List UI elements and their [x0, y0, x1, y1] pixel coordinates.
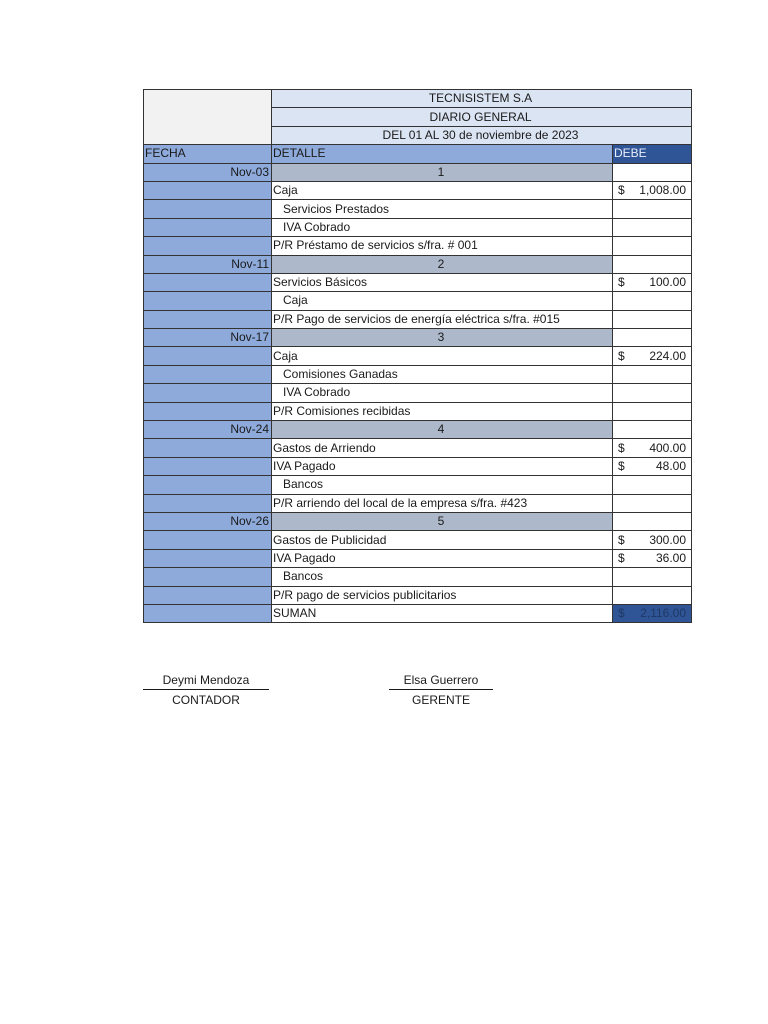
entry-header-row [144, 163, 692, 181]
debe-cell [613, 604, 692, 622]
debe-cell [613, 439, 692, 457]
entry-date: Nov-03 [144, 163, 272, 181]
debe-cell [613, 549, 692, 567]
debe-amount [613, 182, 689, 199]
journal-line-row [144, 586, 692, 604]
journal-period: DEL 01 AL 30 de noviembre de 2023 [272, 126, 692, 144]
entry-header-row [144, 329, 692, 347]
line-detail-cell [272, 439, 613, 457]
line-detail-cell [272, 568, 613, 586]
date-cell [144, 218, 272, 236]
debe-amount [613, 550, 689, 567]
header-blank-cell [144, 90, 272, 145]
journal-line-row [144, 457, 692, 475]
currency-symbol: $ [618, 183, 625, 198]
line-detail: Servicios Básicos [273, 275, 368, 290]
amount-value: 224.00 [649, 348, 687, 363]
line-detail-cell [272, 292, 613, 310]
currency-symbol: $ [618, 440, 625, 455]
journal-line-row [144, 237, 692, 255]
debe-cell [613, 365, 692, 383]
line-detail: Bancos [283, 477, 324, 492]
debe-cell [613, 237, 692, 255]
line-detail-cell [272, 237, 613, 255]
line-detail-cell [272, 384, 613, 402]
debe-cell [613, 218, 692, 236]
journal-body [144, 90, 692, 623]
date-cell [144, 549, 272, 567]
debe-cell [613, 163, 692, 181]
line-detail-cell [272, 402, 613, 420]
date-cell [144, 531, 272, 549]
journal-line-row [144, 347, 692, 365]
entry-number: 2 [272, 255, 613, 273]
total-label: SUMAN [272, 604, 613, 622]
entry-number: 3 [272, 329, 613, 347]
line-detail-cell [272, 549, 613, 567]
journal-line-row [144, 273, 692, 291]
line-detail-cell [272, 531, 613, 549]
debe-cell [613, 255, 692, 273]
debe-amount [613, 440, 689, 457]
debe-cell [613, 347, 692, 365]
amount-value: 400.00 [649, 440, 687, 455]
signature-role: GERENTE [411, 693, 470, 707]
debe-cell [613, 292, 692, 310]
line-detail: P/R pago de servicios publicitarios [273, 587, 457, 602]
line-detail: P/R Pago de servicios de energía eléctrica s/fra. #015 [273, 311, 560, 326]
journal-line-row [144, 200, 692, 218]
date-cell [144, 181, 272, 199]
amount-value: 300.00 [649, 532, 687, 547]
company-name: TECNISISTEM S.A [272, 90, 692, 108]
entry-header-row [144, 421, 692, 439]
date-cell [144, 347, 272, 365]
journal-line-row [144, 181, 692, 199]
debe-cell [613, 568, 692, 586]
journal-line-row [144, 476, 692, 494]
debe-cell [613, 402, 692, 420]
journal-line-row [144, 292, 692, 310]
line-detail-cell [272, 365, 613, 383]
debe-amount [613, 532, 689, 549]
entry-date: Nov-17 [144, 329, 272, 347]
journal-line-row [144, 402, 692, 420]
debe-cell [613, 476, 692, 494]
date-cell [144, 494, 272, 512]
column-header-detalle: DETALLE [272, 145, 613, 163]
entry-number: 4 [272, 421, 613, 439]
entry-date: Nov-11 [144, 255, 272, 273]
line-detail: Caja [273, 183, 298, 198]
debe-cell [613, 494, 692, 512]
amount-value: 2,116.00 [640, 606, 687, 621]
line-detail: IVA Cobrado [283, 219, 351, 234]
signature-gerente [389, 672, 493, 708]
line-detail: IVA Pagado [273, 550, 336, 565]
debe-cell [613, 329, 692, 347]
journal-line-row [144, 384, 692, 402]
total-row [144, 604, 692, 622]
entry-header-row [144, 255, 692, 273]
line-detail: P/R Comisiones recibidas [273, 403, 411, 418]
journal-line-row [144, 310, 692, 328]
line-detail-cell [272, 181, 613, 199]
date-cell [144, 476, 272, 494]
line-detail: P/R arriendo del local de la empresa s/fra. #423 [273, 495, 528, 510]
entry-number: 5 [272, 512, 613, 530]
currency-symbol: $ [618, 275, 625, 290]
date-cell [144, 586, 272, 604]
date-cell [144, 457, 272, 475]
journal-line-row [144, 531, 692, 549]
line-detail: Servicios Prestados [283, 201, 390, 216]
signature-name: Elsa Guerrero [389, 672, 493, 690]
date-cell [144, 604, 272, 622]
amount-value: 1,008.00 [639, 183, 687, 198]
amount-value: 36.00 [655, 550, 687, 565]
line-detail-cell [272, 476, 613, 494]
debe-amount [613, 348, 689, 365]
line-detail: Gastos de Publicidad [273, 532, 387, 547]
line-detail: Comisiones Ganadas [283, 367, 398, 382]
signature-contador [143, 672, 269, 708]
signature-role: CONTADOR [172, 693, 240, 707]
line-detail: P/R Préstamo de servicios s/fra. # 001 [273, 238, 478, 253]
journal-line-row [144, 494, 692, 512]
debe-cell [613, 310, 692, 328]
debe-amount [613, 274, 689, 291]
signature-name: Deymi Mendoza [143, 672, 269, 690]
line-detail-cell [272, 347, 613, 365]
line-detail-cell [272, 586, 613, 604]
line-detail-cell [272, 218, 613, 236]
date-cell [144, 200, 272, 218]
line-detail-cell [272, 273, 613, 291]
entry-header-row [144, 512, 692, 530]
line-detail-cell [272, 200, 613, 218]
debe-cell [613, 512, 692, 530]
line-detail: Caja [273, 348, 298, 363]
journal-line-row [144, 439, 692, 457]
debe-cell [613, 421, 692, 439]
date-cell [144, 568, 272, 586]
date-cell [144, 237, 272, 255]
line-detail: IVA Pagado [273, 459, 336, 473]
debe-amount [613, 458, 689, 475]
date-cell [144, 292, 272, 310]
line-detail-cell [272, 457, 613, 475]
header-row-company [144, 90, 692, 108]
debe-cell [613, 181, 692, 199]
journal-title: DIARIO GENERAL [272, 108, 692, 126]
debe-cell [613, 457, 692, 475]
line-detail-cell [272, 310, 613, 328]
line-detail: Bancos [283, 569, 324, 584]
date-cell [144, 365, 272, 383]
amount-value: 48.00 [655, 459, 687, 473]
debe-cell [613, 586, 692, 604]
journal-table [143, 89, 692, 623]
date-cell [144, 384, 272, 402]
amount-value: 100.00 [649, 275, 687, 290]
line-detail: Caja [283, 293, 308, 308]
journal-line-row [144, 568, 692, 586]
currency-symbol: $ [618, 532, 625, 547]
entry-date: Nov-24 [144, 421, 272, 439]
entry-date: Nov-26 [144, 512, 272, 530]
debe-cell [613, 384, 692, 402]
line-detail: Gastos de Arriendo [273, 440, 376, 455]
column-header-debe: DEBE [613, 145, 692, 163]
journal-line-row [144, 549, 692, 567]
journal-line-row [144, 218, 692, 236]
debe-cell [613, 531, 692, 549]
column-header-fecha: FECHA [144, 145, 272, 163]
column-header-row [144, 145, 692, 163]
debe-amount [613, 605, 689, 622]
line-detail-cell [272, 494, 613, 512]
date-cell [144, 310, 272, 328]
currency-symbol: $ [618, 459, 625, 473]
entry-number: 1 [272, 163, 613, 181]
date-cell [144, 402, 272, 420]
date-cell [144, 273, 272, 291]
currency-symbol: $ [618, 348, 625, 363]
journal-line-row [144, 365, 692, 383]
currency-symbol: $ [618, 606, 625, 621]
debe-cell [613, 273, 692, 291]
currency-symbol: $ [618, 550, 625, 565]
date-cell [144, 439, 272, 457]
line-detail: IVA Cobrado [283, 385, 351, 400]
debe-cell [613, 200, 692, 218]
